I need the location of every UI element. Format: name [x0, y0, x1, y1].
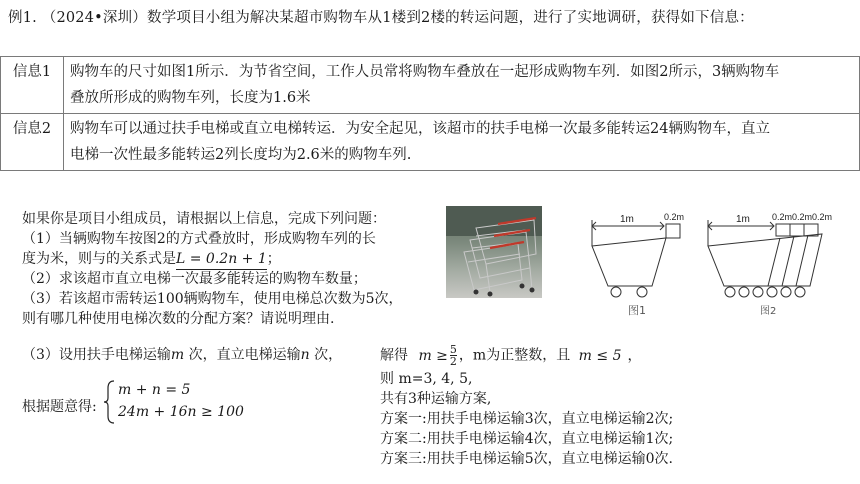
- info-1-line-2: 叠放所形成的购物车列，长度为1.6米: [70, 90, 311, 106]
- equation-2: 24m + 16n ≥ 100: [118, 404, 244, 420]
- solution-solve-line: [380, 344, 641, 367]
- questions-intro: 如果你是项目小组成员，请根据以上信息，完成下列问题：: [22, 211, 386, 227]
- fraction-five-halves: [450, 344, 457, 367]
- solution-setup-mid: 次，直立电梯运输: [184, 347, 301, 363]
- question-1-end: ；: [266, 251, 281, 267]
- question-1-line-2: [22, 250, 281, 270]
- info-2-line-2: 电梯一次性最多能转运2列长度均为2.6米的购物车列.: [70, 147, 412, 163]
- inequality-m-ge: m ≥: [418, 347, 448, 364]
- cart-figure-1: [578, 206, 688, 322]
- fig1-tail-label: 0.2m: [664, 212, 685, 222]
- fig1-length-label: 1m: [620, 214, 634, 225]
- equation-system-brace: [104, 380, 116, 424]
- info-row-1: [1, 57, 860, 114]
- solution-setup-end: 次，: [309, 347, 343, 363]
- question-1-line-1: （1）当辆购物车按图2的方式叠放时，形成购物车列的长: [22, 231, 376, 247]
- solution-basis: 根据题意得:: [22, 399, 97, 415]
- info-text-2: [64, 114, 860, 171]
- solve-end: ，: [627, 347, 642, 364]
- info-2-line-1: 购物车可以通过扶手电梯或直立电梯转运．为安全起见，该超市的扶手电梯一次最多能转运24辆购物车，直立: [70, 121, 770, 137]
- info-row-2: [1, 114, 860, 171]
- variable-m: m: [170, 347, 185, 363]
- fraction-numerator: 5: [449, 343, 457, 356]
- fraction-denominator: 2: [449, 355, 457, 368]
- question-3-line-1: （3）若该超市需转运100辆购物车，使用电梯总次数为5次，: [22, 291, 403, 307]
- figure-2-caption: 图2: [760, 306, 777, 317]
- equation-1: m + n = 5: [118, 382, 191, 398]
- info-label-2: 信息2: [1, 114, 64, 171]
- info-table: [0, 56, 860, 171]
- shopping-cart-photo: [446, 206, 542, 298]
- fig2-tail-label: 0.2m0.2m0.2m: [772, 212, 833, 222]
- plan-3: 方案三:用扶手电梯运输5次，直立电梯运输0次.: [380, 451, 673, 467]
- question-3-line-2: 则有哪几种使用电梯次数的分配方案？请说明理由.: [22, 311, 335, 327]
- problem-title: 例1. （2024•深圳）数学项目小组为解决某超市购物车从1楼到2楼的转运问题，进行了实地调研，获得如下信息：: [8, 10, 754, 26]
- question-2: （2）求该超市直立电梯一次最多能转运的购物车数量；: [22, 271, 367, 287]
- solve-label: 解得: [380, 347, 408, 364]
- cart-figure-2: [702, 206, 842, 322]
- solve-condition: ，m为正整数，且: [458, 347, 571, 364]
- solution-setup-prefix: （3）设用扶手电梯运输: [22, 347, 171, 363]
- question-1-answer: L = 0.2n + 1: [176, 250, 267, 270]
- fig2-length-label: 1m: [736, 214, 750, 225]
- figure-1-caption: 图1: [628, 304, 646, 317]
- info-label-1: 信息1: [1, 57, 64, 114]
- info-text-1: [64, 57, 860, 114]
- solution-count: 共有3种运输方案,: [380, 391, 492, 407]
- variable-n: n: [300, 347, 310, 363]
- info-1-line-1: 购物车的尺寸如图1所示．为节省空间，工作人员常将购物车叠放在一起形成购物车列．如图2所示，3辆购物车: [70, 64, 780, 80]
- solution-values: 则 m=3, 4, 5,: [380, 371, 473, 387]
- solution-setup: [22, 344, 342, 364]
- plan-1: 方案一:用扶手电梯运输3次，直立电梯运输2次;: [380, 411, 674, 427]
- inequality-m-le: m ≤ 5: [578, 347, 622, 364]
- question-1-text: 度为米，则与的关系式是: [22, 251, 176, 267]
- plan-2: 方案二:用扶手电梯运输4次，直立电梯运输1次;: [380, 431, 674, 447]
